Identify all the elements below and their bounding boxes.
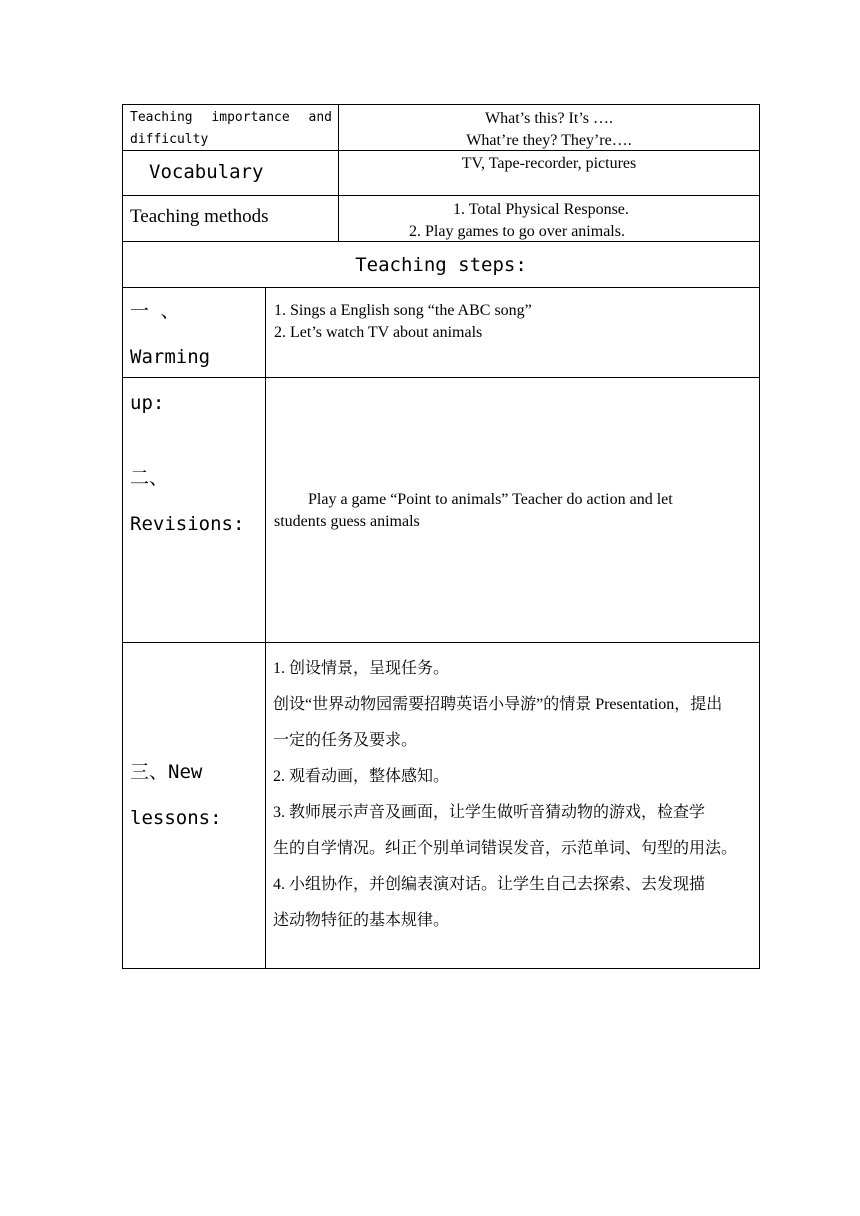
vocabulary-value-cell	[338, 150, 760, 196]
vocabulary-label-cell	[122, 150, 339, 196]
new-lessons-label-cell	[122, 642, 266, 969]
importance-label-cell	[122, 104, 339, 151]
methods-line: 2. Play games to go over animals.	[409, 223, 625, 240]
lesson-line: 1. 创设情景，呈现任务。	[273, 660, 450, 677]
lesson-line: 3. 教师展示声音及画面，让学生做听音猜动物的游戏，检查学	[273, 804, 706, 821]
vocabulary-value: TV, Tape-recorder, pictures	[461, 155, 637, 172]
importance-line: What’s this? It’s ….	[485, 110, 613, 127]
new-lessons-content-cell	[265, 642, 760, 969]
lesson-line: 2. 观看动画，整体感知。	[273, 768, 450, 785]
lesson-line: 述动物特征的基本规律。	[273, 912, 450, 929]
methods-value-cell	[338, 195, 760, 242]
warming-label-cont: up:	[130, 392, 165, 414]
warming-line: 2. Let’s watch TV about animals	[274, 324, 483, 341]
new-lessons-label: 三、New	[130, 761, 203, 783]
lesson-line: 生的自学情况。纠正个别单词错误发音，示范单词、句型的用法。	[273, 840, 738, 857]
revisions-line: students guess animals	[274, 513, 420, 530]
vocabulary-label: Vocabulary	[149, 161, 264, 183]
new-lessons-label-cont: lessons:	[130, 807, 222, 829]
lesson-line: 4. 小组协作，并创编表演对话。让学生自己去探索、去发现描	[273, 876, 706, 893]
methods-label: Teaching methods	[130, 206, 269, 227]
importance-value-cell	[338, 104, 760, 151]
steps-title-cell	[122, 241, 760, 288]
importance-line: What’re they? They’re….	[466, 132, 632, 149]
revisions-content-cell	[265, 377, 760, 643]
warming-label: 一 、 Warming	[130, 300, 211, 368]
lesson-line: 一定的任务及要求。	[273, 732, 418, 749]
revisions-label-cont: Revisions:	[130, 513, 245, 535]
methods-label-cell	[122, 195, 339, 242]
warming-line: 1. Sings a English song “the ABC song”	[274, 302, 532, 319]
warming-label-cell	[122, 287, 266, 414]
warming-content-cell	[265, 287, 760, 378]
lesson-line: 创设“世界动物园需要招聘英语小导游”的情景 Presentation，提出	[273, 696, 723, 713]
steps-title: Teaching steps:	[355, 254, 527, 276]
revisions-line: Play a game “Point to animals” Teacher do action and let	[308, 491, 673, 508]
revisions-label: 二、	[130, 467, 169, 489]
importance-label: Teaching importance and difficulty	[130, 110, 332, 147]
revisions-label-cell	[122, 377, 266, 643]
methods-line: 1. Total Physical Response.	[453, 201, 629, 218]
